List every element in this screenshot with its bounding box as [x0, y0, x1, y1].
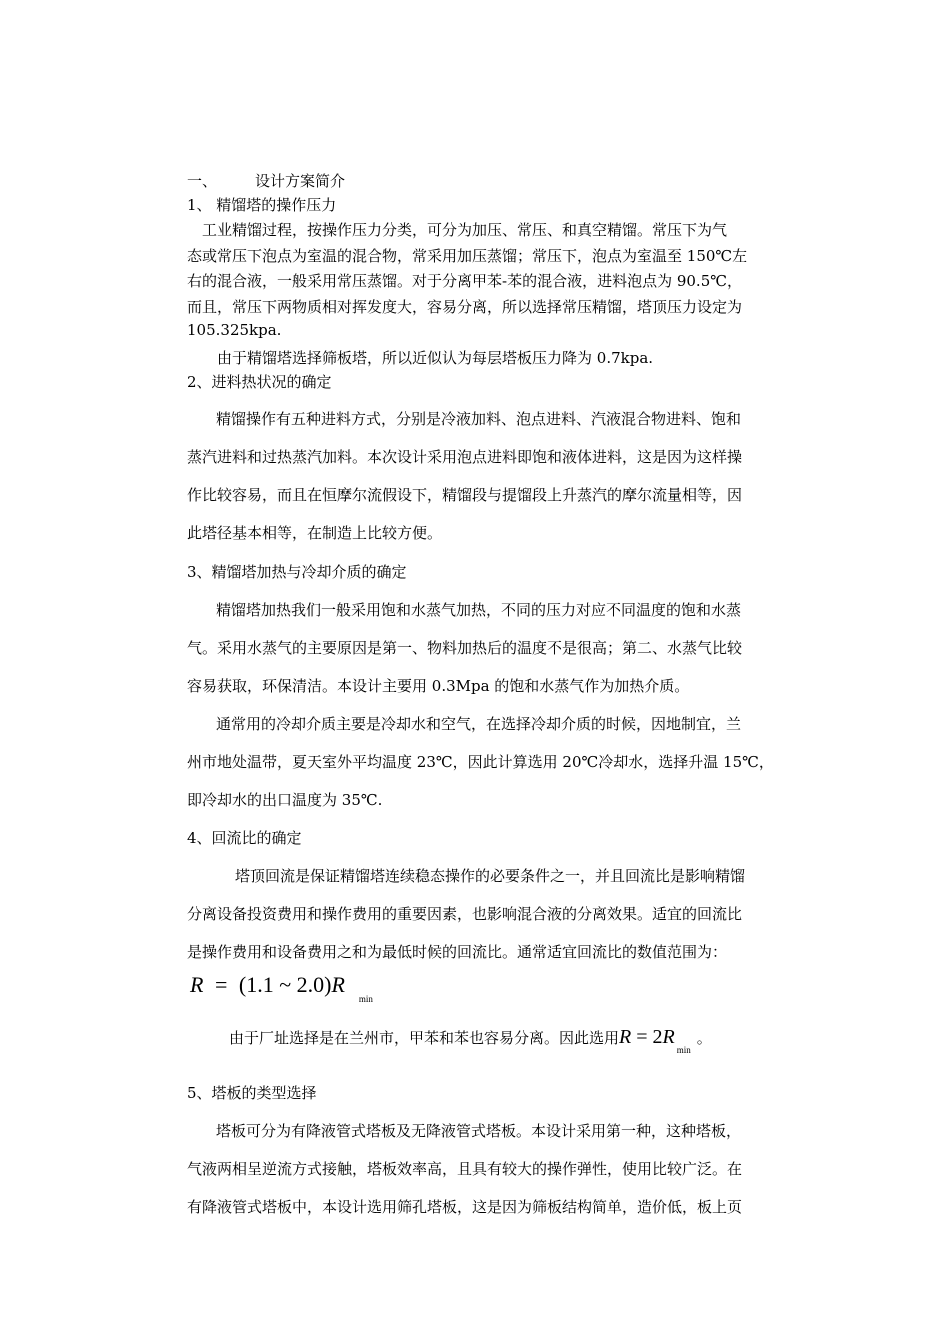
- heading-1: 1、 精馏塔的操作压力: [187, 196, 337, 214]
- s3-p1-line-3: 容易获取，环保清洁。本设计主要用 0.3Mpa 的饱和水蒸气作为加热介质。: [187, 677, 690, 695]
- s1-p1-line-1: 工业精馏过程，按操作压力分类，可分为加压、常压、和真空精馏。常压下为气: [202, 221, 728, 239]
- s5-p1-line-2: 气液两相呈逆流方式接触，塔板效率高，且具有较大的操作弹性，使用比较广泛。在: [187, 1160, 743, 1178]
- s4-p2-end: 。: [696, 1029, 712, 1047]
- formula1-rhs: R: [331, 972, 345, 997]
- s1-p1-line-2: 态或常压下泡点为室温的混合物，常采用加压蒸馏；常压下，泡点为室温至 150℃左: [187, 247, 748, 265]
- s3-p2-line-1: 通常用的冷却介质主要是冷却水和空气，在选择冷却介质的时候，因地制宜，兰: [216, 715, 742, 733]
- s3-p2-line-3: 即冷却水的出口温度为 35℃.: [187, 791, 383, 809]
- heading-2: 2、进料热状况的确定: [187, 373, 332, 391]
- s2-p1-line-3: 作比较容易，而且在恒摩尔流假设下，精馏段与提馏段上升蒸汽的摩尔流量相等，因: [187, 486, 743, 504]
- s4-p1-line-2: 分离设备投资费用和操作费用的重要因素，也影响混合液的分离效果。适宜的回流比: [187, 905, 743, 923]
- formula2-eq: =: [636, 1026, 648, 1048]
- formula1-eq: =: [214, 972, 228, 997]
- s3-p1-line-2: 气。采用水蒸气的主要原因是第一、物料加热后的温度不是很高；第二、水蒸气比较: [187, 639, 743, 657]
- formula2-lhs: R: [619, 1026, 632, 1048]
- formula-reflux-range: [190, 972, 373, 1004]
- formula-reflux-choice: [619, 1026, 691, 1055]
- s2-p1-line-2: 蒸汽进料和过热蒸汽加料。本次设计采用泡点进料即饱和液体进料，这是因为这样操: [187, 448, 743, 466]
- s4-p2: [229, 1026, 712, 1055]
- formula1-sub: min: [358, 994, 373, 1004]
- section-number: 一、: [187, 172, 218, 190]
- s2-p1-line-4: 此塔径基本相等，在制造上比较方便。: [187, 524, 443, 542]
- s1-p1-line-4: 而且，常压下两物质相对挥发度大，容易分离，所以选择常压精馏，塔顶压力设定为: [187, 298, 743, 316]
- s2-p1-line-1: 精馏操作有五种进料方式，分别是冷液加料、泡点进料、汽液混合物进料、饱和: [216, 410, 742, 428]
- s1-p2: 由于精馏塔选择筛板塔，所以近似认为每层塔板压力降为 0.7kpa.: [217, 349, 654, 367]
- section-title: [187, 170, 345, 191]
- s3-p1-line-1: 精馏塔加热我们一般采用饱和水蒸气加热，不同的压力对应不同温度的饱和水蒸: [216, 601, 742, 619]
- formula2-sub: min: [676, 1045, 691, 1055]
- s5-p1-line-1: 塔板可分为有降液管式塔板及无降液管式塔板。本设计采用第一种，这种塔板，: [216, 1122, 742, 1140]
- s4-p1-line-3: 是操作费用和设备费用之和为最低时候的回流比。通常适宜回流比的数值范围为：: [187, 943, 728, 961]
- formula2-rhs: R: [662, 1026, 675, 1048]
- formula1-lhs: R: [190, 972, 204, 997]
- formula2-coef: 2: [652, 1026, 663, 1048]
- s3-p2-line-2: 州市地处温带，夏天室外平均温度 23℃，因此计算选用 20℃冷却水，选择升温 15℃，: [187, 753, 774, 771]
- heading-5: 5、塔板的类型选择: [187, 1084, 317, 1102]
- s4-p1-line-1: 塔顶回流是保证精馏塔连续稳态操作的必要条件之一，并且回流比是影响精馏: [235, 867, 746, 885]
- heading-4: 4、回流比的确定: [187, 829, 302, 847]
- s5-p1-line-3: 有降液管式塔板中，本设计选用筛孔塔板，这是因为筛板结构简单，造价低，板上页: [187, 1198, 743, 1216]
- s1-p1-line-3: 右的混合液，一般采用常压蒸馏。对于分离甲苯-苯的混合液，进料泡点为 90.5℃，: [187, 272, 743, 290]
- s4-p2-text: 由于厂址选择是在兰州市，甲苯和苯也容易分离。因此选用: [229, 1029, 620, 1047]
- s1-p1-line-5: 105.325kpa.: [187, 321, 282, 339]
- formula1-range: (1.1 ~ 2.0): [238, 972, 332, 997]
- heading-3: 3、精馏塔加热与冷却介质的确定: [187, 563, 407, 581]
- section-title-text: 设计方案简介: [255, 172, 346, 190]
